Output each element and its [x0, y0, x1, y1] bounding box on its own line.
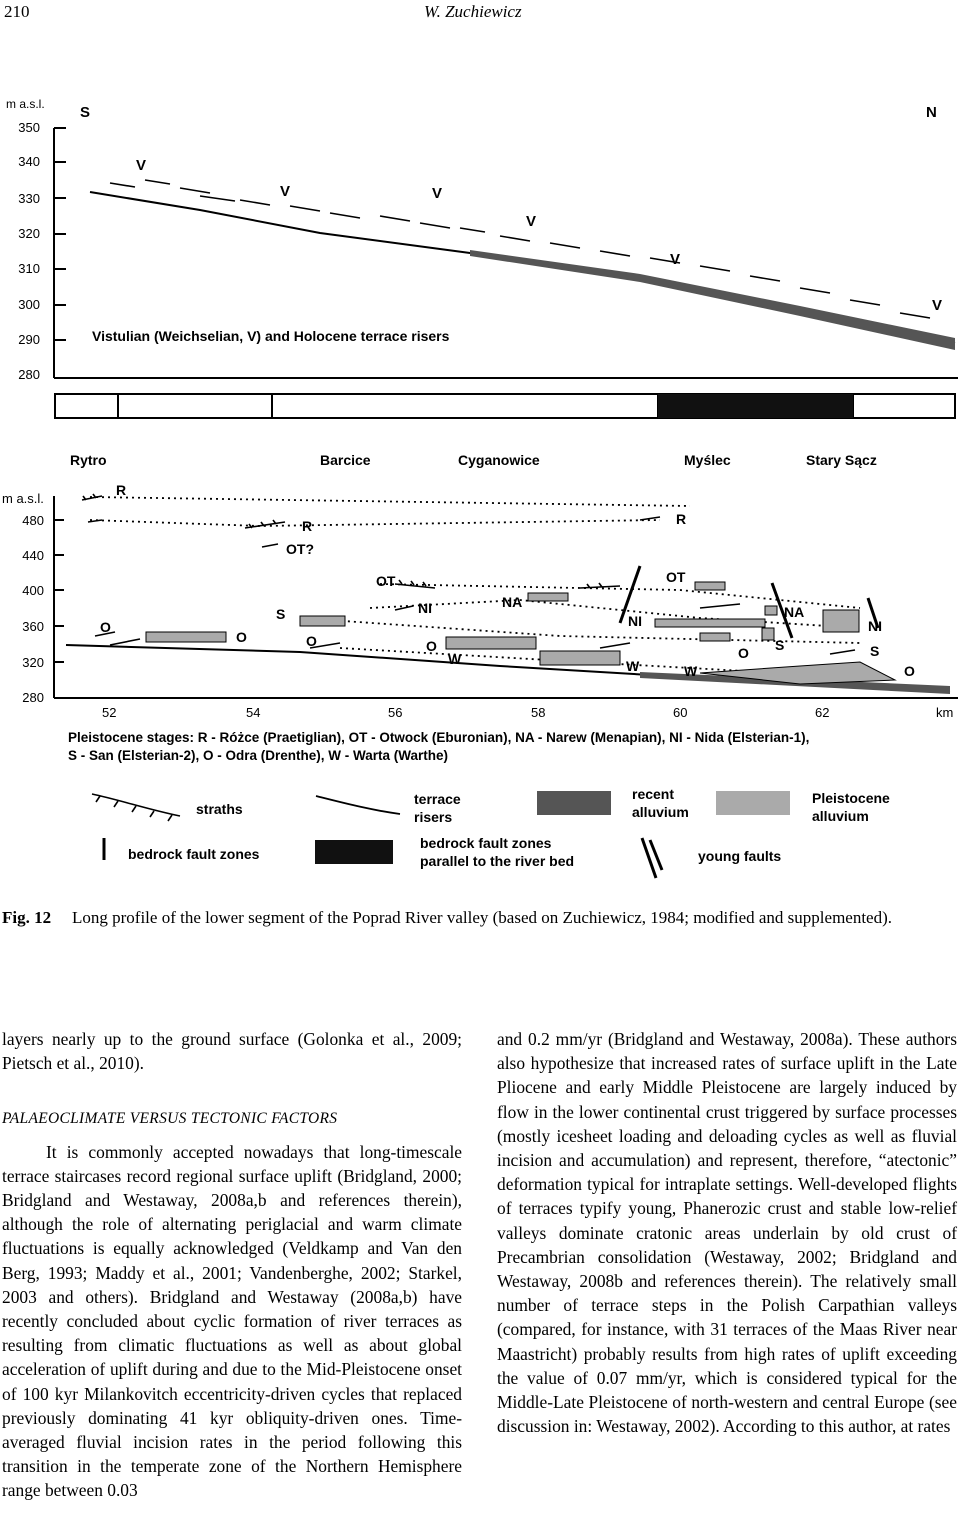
v-label: V	[670, 251, 681, 268]
north-label: N	[926, 104, 937, 121]
xtick: 60	[673, 705, 688, 720]
legend	[92, 786, 890, 878]
bottom-ytick: 320	[22, 655, 44, 670]
top-ytick: 350	[18, 120, 40, 135]
page-header	[0, 0, 960, 24]
stage-s: S	[775, 637, 785, 653]
stage-ni: NI	[418, 600, 432, 616]
bottom-ytick: 400	[22, 583, 44, 598]
top-ytick: 310	[18, 261, 40, 276]
top-terrace-risers	[110, 180, 930, 318]
bottom-x-ticks	[102, 705, 953, 720]
xtick: 56	[388, 705, 403, 720]
stage-ot: OT?	[286, 541, 314, 557]
stage-ni: NI	[628, 613, 642, 629]
stage-o: O	[306, 633, 317, 649]
stage-o: O	[100, 619, 111, 635]
figure-12	[0, 88, 960, 888]
text-column-left	[2, 1027, 462, 1503]
legend-pleistocene-1: Pleistocene	[812, 790, 890, 806]
place-cyganowice: Cyganowice	[458, 452, 540, 468]
top-v-labels	[136, 157, 942, 314]
bottom-y-ticks	[22, 513, 44, 705]
place-barcice: Barcice	[320, 452, 371, 468]
bottom-ytick: 360	[22, 619, 44, 634]
stage-w: W	[684, 663, 698, 679]
top-ytick: 320	[18, 226, 40, 241]
stage-r: R	[302, 518, 313, 534]
legend-pleistocene-2: alluvium	[812, 808, 869, 824]
top-panel-note: Vistulian (Weichselian, V) and Holocene terrace risers	[92, 328, 450, 344]
stage-s: S	[870, 643, 880, 659]
caption-label: Fig. 12	[2, 908, 52, 927]
top-y-tickmarks	[54, 128, 66, 340]
legend-bedrock-fault: bedrock fault zones	[128, 846, 260, 862]
v-label: V	[432, 185, 443, 202]
top-ytick: 300	[18, 297, 40, 312]
stage-ot: OT	[376, 573, 396, 589]
legend-terrace-1: terrace	[414, 791, 461, 807]
south-label: S	[80, 104, 91, 121]
page-number: 210	[4, 2, 30, 21]
stage-o: O	[426, 638, 437, 654]
stage-na: NA	[784, 604, 805, 620]
bottom-y-tickmarks	[54, 520, 64, 662]
top-y-ticks	[18, 120, 40, 382]
stage-o: O	[738, 645, 749, 661]
terrace-riser-symbol	[316, 796, 400, 814]
parallel-fault-zone	[658, 394, 853, 418]
stage-na: NA	[502, 594, 523, 610]
paragraph: layers nearly up to the ground surface (Golonka et al., 2009; Pietsch et al., 2010).	[2, 1029, 462, 1074]
stage-o: O	[236, 629, 247, 645]
legend-recent-2: alluvium	[632, 804, 689, 820]
xtick: 52	[102, 705, 117, 720]
stages-line-1: Pleistocene stages: R - Różce (Praetiglian), OT - Otwock (Eburonian), NA - Narew (Menapian), NI - Nida (Elsterian-1),	[68, 730, 810, 745]
top-unit: m a.s.l.	[6, 97, 45, 111]
bottom-panel	[2, 452, 958, 763]
xtick: 58	[531, 705, 546, 720]
young-fault-symbol	[642, 838, 662, 878]
bottom-unit: m a.s.l.	[2, 491, 44, 506]
figure-caption	[2, 906, 958, 930]
place-names	[70, 452, 877, 468]
top-alluvium	[470, 250, 955, 350]
legend-recent-1: recent	[632, 786, 675, 802]
place-myslec: Myślec	[684, 452, 731, 468]
bottom-ytick: 280	[22, 690, 44, 705]
paragraph: and 0.2 mm/yr (Bridgland and Westaway, 2008a). These authors also hypothesize that increased rates of surface uplift in the Late Pliocene and early Middle Pleistocene are largely induced by flow in the lower continental crust triggered by surface processes (mostly icesheet loading and deloading cycles as well as fluvial incision and accumulation) and represent, therefore, “atectonic” deformation typical for intraplate settings. Well-developed flights of terraces typify young, Phanerozic crust and stable low-relief valleys dominate cratonic areas underlain by old crust of Precambrian consolidation (Westaway, 2002; Bridgland and Westaway, 2008b and references therein). The relatively small number of terrace steps in the Polish Carpathian valleys (compared, for instance, with 31 terraces of the Maas River near Maastricht) probably results from high rates of uplift exceeding the value of 0.07 mm/yr, which is considered typical for the Middle-Late Pleistocene of north-western and central Europe (see discussion in: Westaway, 2002). According to this author, at rates	[497, 1029, 957, 1437]
parallel-fault-swatch	[315, 840, 393, 864]
stage-ni: NI	[868, 618, 882, 634]
v-label: V	[136, 157, 147, 174]
top-panel	[6, 97, 958, 418]
paragraph: It is commonly accepted nowadays that long-timescale terrace staircases record regional surface uplift (Bridgland, 2000; Bridgland and Westaway, 2008a,b and references therein), although the role of alternating periglacial and warm climate fluctuations is equally acknowledged (Veldkamp and Van den Berg, 1993; Maddy et al., 2001; Vandenberghe, 2002; Starkel, 2003 and others). Bridgland and Westaway (2008a,b) have recently concluded about cyclic formation of river terraces as resulting from climatic fluctuations as well as about global acceleration of uplift during and due to the Mid-Pleistocene onset of 100 kyr Milankovitch eccentricity-driven cycles that replaced previously dominating 41 kyr obliquity-driven ones. Time-averaged fluvial incision rates in the period following this transition in the temperate zone of the Northern Hemisphere range between 0.03	[2, 1141, 462, 1501]
recent-alluvium-swatch	[537, 791, 611, 815]
top-ytick: 340	[18, 154, 40, 169]
legend-young-faults: young faults	[698, 848, 782, 864]
pleistocene-alluvium-swatch	[716, 791, 790, 815]
bottom-ytick: 440	[22, 548, 44, 563]
x-unit: km	[936, 705, 954, 720]
place-rytro: Rytro	[70, 452, 107, 468]
place-stary-sacz: Stary Sącz	[806, 452, 877, 468]
stages-line-2: S - San (Elsterian-2), O - Odra (Drenthe), W - Warta (Warthe)	[68, 748, 449, 763]
legend-terrace-2: risers	[414, 809, 453, 825]
xtick: 54	[246, 705, 261, 720]
top-ytick: 290	[18, 332, 40, 347]
section-heading: PALAEOCLIMATE VERSUS TECTONIC FACTORS	[2, 1110, 338, 1128]
stage-ot: OT	[666, 569, 686, 585]
top-ytick: 330	[18, 191, 40, 206]
stage-s: S	[276, 606, 286, 622]
stage-o: O	[904, 663, 915, 679]
figure-svg	[0, 88, 960, 888]
top-ytick: 280	[18, 367, 40, 382]
stage-w: W	[626, 658, 640, 674]
legend-straths: straths	[196, 801, 243, 817]
legend-parallel-2: parallel to the river bed	[420, 853, 575, 869]
v-label: V	[526, 213, 537, 230]
xtick: 62	[815, 705, 830, 720]
caption-text: Long profile of the lower segment of the Poprad River valley (based on Zuchiewicz, 1984; modified and supplemented).	[72, 908, 893, 927]
v-label: V	[932, 297, 943, 314]
v-label: V	[280, 183, 291, 200]
legend-parallel-1: bedrock fault zones	[420, 835, 552, 851]
stage-w: W	[448, 651, 462, 667]
strath-symbol	[92, 794, 180, 821]
bottom-ytick: 480	[22, 513, 44, 528]
running-author: W. Zuchiewicz	[424, 2, 522, 21]
stage-r: R	[676, 511, 687, 527]
stage-r: R	[116, 482, 127, 498]
text-column-right	[497, 1027, 957, 1438]
